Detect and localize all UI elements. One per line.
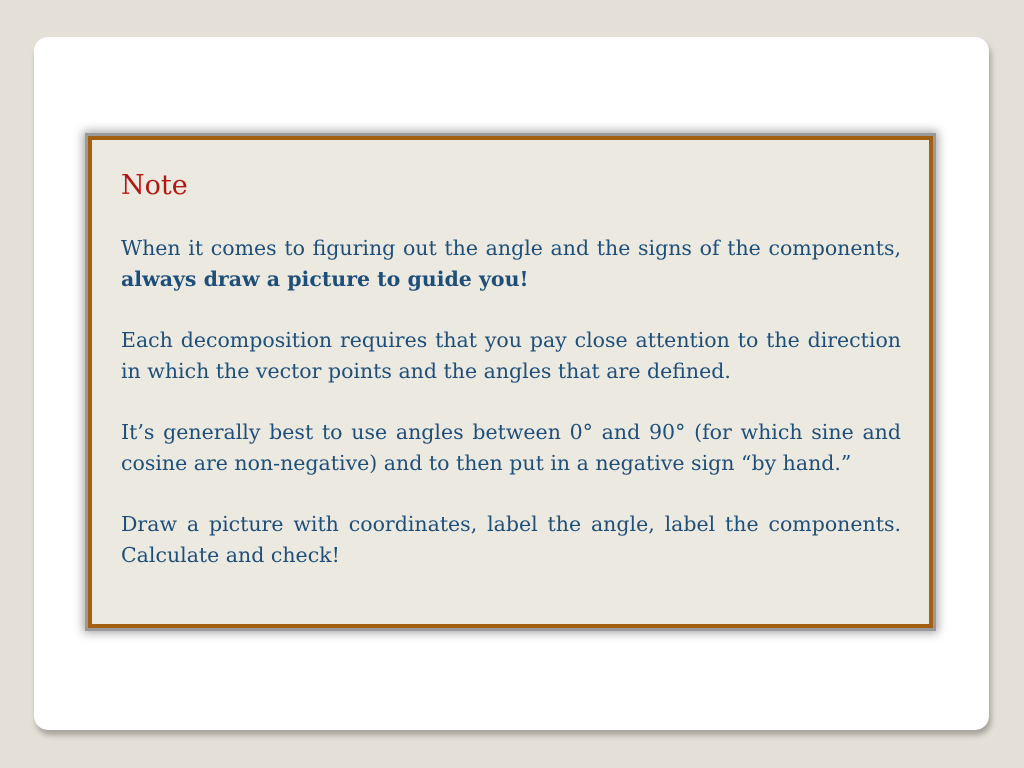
note-paragraph-2: Each decomposition requires that you pay close attention to the direction in which the vector points and the angles that are defined. (121, 328, 901, 383)
note-box (88, 136, 933, 628)
note-title: Note (121, 170, 188, 201)
note-paragraph-4: Draw a picture with coordinates, label the angle, label the components. Calculate and check! (121, 512, 901, 567)
note-paragraph-1 (121, 233, 901, 295)
note-paragraph-1-text: When it comes to figuring out the angle and the signs of the components, (121, 236, 901, 260)
note-paragraph-1-emphasis: always draw a picture to guide you! (121, 267, 529, 291)
note-paragraph-3: It’s generally best to use angles between 0° and 90° (for which sine and cosine are non-negative) and to then put in a negative sign “by hand.” (121, 420, 901, 475)
